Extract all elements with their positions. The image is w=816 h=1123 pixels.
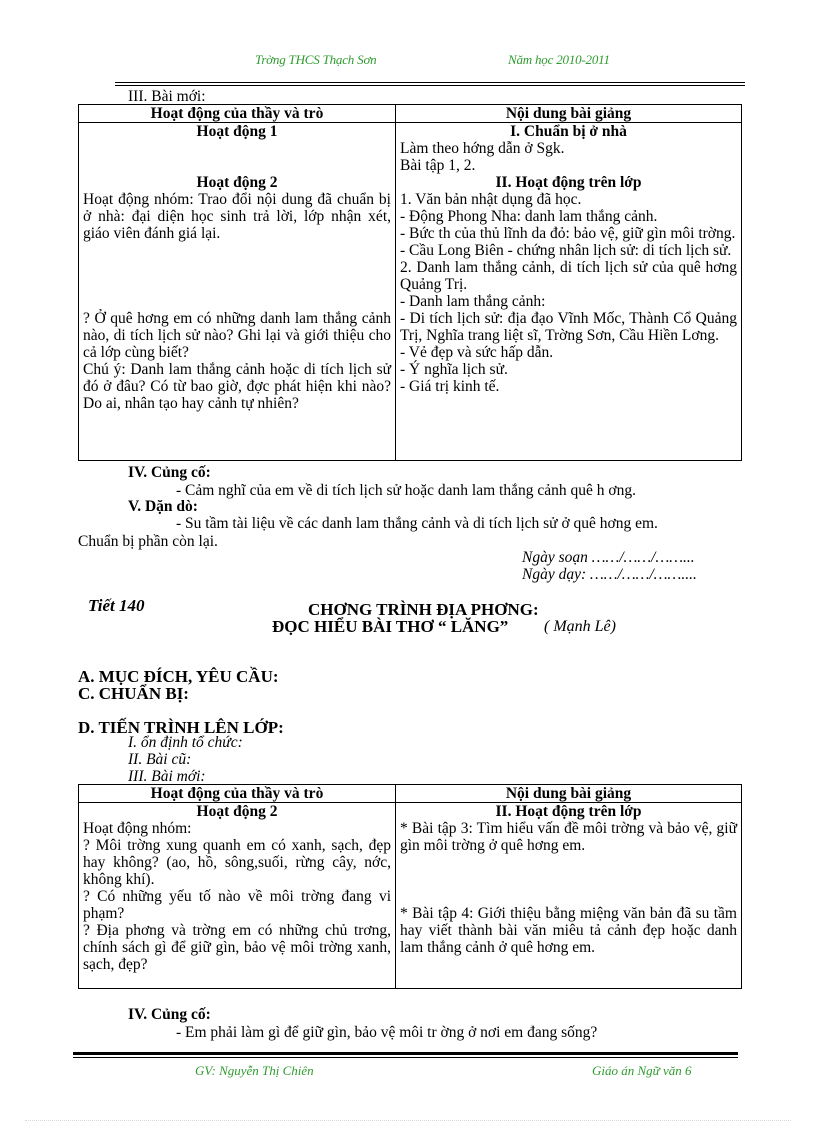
note-text: Chú ý: Danh lam thắng cảnh hoặc di tích lịch sử đó ở đâu? Có từ bao giờ, đợc phát hiện khi nào? Do ai, nhân tạo hay cảnh tự nhiên? xyxy=(83,361,391,412)
header-year: Năm học 2010-2011 xyxy=(508,52,610,67)
new-lesson-label: III. Bài mới: xyxy=(128,88,206,105)
lesson-content xyxy=(396,803,742,989)
footer-rule xyxy=(73,1052,738,1055)
content-line: - Ý nghĩa lịch sử. xyxy=(400,361,508,378)
homework-text-2: Chuẩn bị phần còn lại. xyxy=(78,533,218,550)
prep-heading: I. Chuẩn bị ở nhà xyxy=(510,123,627,140)
consolidate-text-2: - Em phải làm gì để giữ gìn, bảo vệ môi tr ờng ở nơi em đang sống? xyxy=(176,1024,598,1041)
lesson-title-line-2: ĐỌC HIỂU BÀI THƠ “ LĂNG” xyxy=(272,617,509,636)
content-line: Làm theo hớng dẫn ở Sgk. xyxy=(400,140,565,157)
exercise-3: * Bài tập 3: Tìm hiểu vấn đề môi trờng và bảo vệ, giữ gìn môi trờng ở quê hơng em. xyxy=(400,820,737,854)
content-line: 2. Danh lam thắng cảnh, di tích lịch sử của quê hơng Quảng Trị. xyxy=(400,259,737,293)
date-taught: Ngày dạy: ……/……/…….... xyxy=(522,566,697,583)
consolidate-heading-2: IV. Củng cố: xyxy=(128,1006,211,1023)
step-old-lesson: II. Bài cũ: xyxy=(128,751,192,768)
content-line: - Giá trị kinh tế. xyxy=(400,378,500,395)
teacher-student-activities xyxy=(79,123,396,461)
content-line: - Bức th của thủ lĩnh da đỏ: bảo vệ, giữ gìn môi trờng. xyxy=(400,225,736,242)
question-text: ? Ở quê hơng em có những danh lam thắng cảnh nào, di tích lịch sử nào? Ghi lại và giới thiệu cho cả lớp cùng biết? xyxy=(83,310,391,361)
col-header-left: Hoạt động của thầy và trò xyxy=(79,105,396,123)
consolidate-text-1: - Cảm nghĩ của em về di tích lịch sử hoặc danh lam thắng cảnh quê h ơng. xyxy=(176,482,636,499)
exercise-4: * Bài tập 4: Giới thiệu bằng miệng văn bản đã su tầm hay viết thành bài văn miêu tả cảnh đẹp hoặc danh lam thắng cảnh ở quê hơng em. xyxy=(400,905,737,956)
class-activity-heading: II. Hoạt động trên lớp xyxy=(495,803,642,820)
lesson-table-2 xyxy=(78,784,742,989)
activity-2-heading: Hoạt động 2 xyxy=(196,174,278,191)
lesson-title-line-1: CHƠNG TRÌNH ĐỊA PHƠNG: xyxy=(308,600,539,619)
header-rule xyxy=(115,82,745,83)
class-activity-heading: II. Hoạt động trên lớp xyxy=(495,174,642,191)
page-bottom-dots xyxy=(25,1120,791,1121)
content-line: - Cầu Long Biên - chứng nhân lịch sử: di tích lịch sử. xyxy=(400,242,732,259)
col-header-right: Nội dung bài giảng xyxy=(396,105,742,123)
activity-1-heading: Hoạt động 1 xyxy=(196,123,278,140)
content-line: - Di tích lịch sử: địa đạo Vĩnh Mốc, Thành Cổ Quảng Trị, Nghĩa trang liệt sĩ, Trờng Sơn, Cầu Hiền Lơng. xyxy=(400,310,737,344)
aim-heading: A. MỤC ĐÍCH, YÊU CẦU: xyxy=(78,667,279,686)
content-line: - Động Phong Nha: danh lam thắng cảnh. xyxy=(400,208,658,225)
teacher-student-activities xyxy=(79,803,396,989)
header-rule-thin xyxy=(115,85,745,86)
col-header-left: Hoạt động của thầy và trò xyxy=(79,785,396,803)
date-prepared: Ngày soạn ……/……/……... xyxy=(522,549,695,566)
question-environment: ? Môi trờng xung quanh em có xanh, sạch, đẹp hay không? (ao, hồ, sông,suối, rừng cây, nớc, không khí). xyxy=(83,837,391,888)
header-school: Trờng THCS Thạch Sơn xyxy=(255,52,377,67)
question-policies: ? Địa phơng và trờng em có những chủ trơng, chính sách gì để giữ gìn, bảo vệ môi trờng xanh, sạch, đẹp? xyxy=(83,922,391,973)
footer-teacher: GV: Nguyễn Thị Chiên xyxy=(195,1063,314,1078)
prep-heading-2: C. CHUẨN BỊ: xyxy=(78,684,189,703)
group-work-text: Hoạt động nhóm: Trao đổi nội dung đã chuẩn bị ở nhà: đại diện học sinh trả lời, lớp nhận xét, giáo viên đánh giá lại. xyxy=(83,191,391,242)
homework-heading: V. Dặn dò: xyxy=(128,498,198,515)
col-header-right: Nội dung bài giảng xyxy=(396,785,742,803)
content-line: - Danh lam thắng cảnh: xyxy=(400,293,546,310)
footer-rule-thin xyxy=(73,1057,738,1058)
step-organization: I. ổn định tổ chức: xyxy=(128,734,243,751)
homework-text: - Su tầm tài liệu về các danh lam thắng cảnh và di tích lịch sử ở quê hơng em. xyxy=(176,515,658,532)
activity-2-heading: Hoạt động 2 xyxy=(196,803,278,820)
content-line: 1. Văn bản nhật dụng đã học. xyxy=(400,191,582,208)
lesson-content xyxy=(396,123,742,461)
group-work-label: Hoạt động nhóm: xyxy=(83,820,192,837)
content-line: Bài tập 1, 2. xyxy=(400,157,476,174)
lesson-author: ( Mạnh Lê) xyxy=(544,618,616,635)
lesson-table-1 xyxy=(78,104,742,461)
footer-subject: Giáo án Ngữ văn 6 xyxy=(592,1063,692,1078)
period-label: Tiết 140 xyxy=(88,596,145,615)
process-heading: D. TIẾN TRÌNH LÊN LỚP: xyxy=(78,718,284,737)
question-violations: ? Có những yếu tố nào về môi trờng đang vi phạm? xyxy=(83,888,391,922)
content-line: - Vẻ đẹp và sức hấp dẫn. xyxy=(400,344,554,361)
step-new-lesson: III. Bài mới: xyxy=(128,768,206,785)
consolidate-heading-1: IV. Củng cố: xyxy=(128,464,211,481)
